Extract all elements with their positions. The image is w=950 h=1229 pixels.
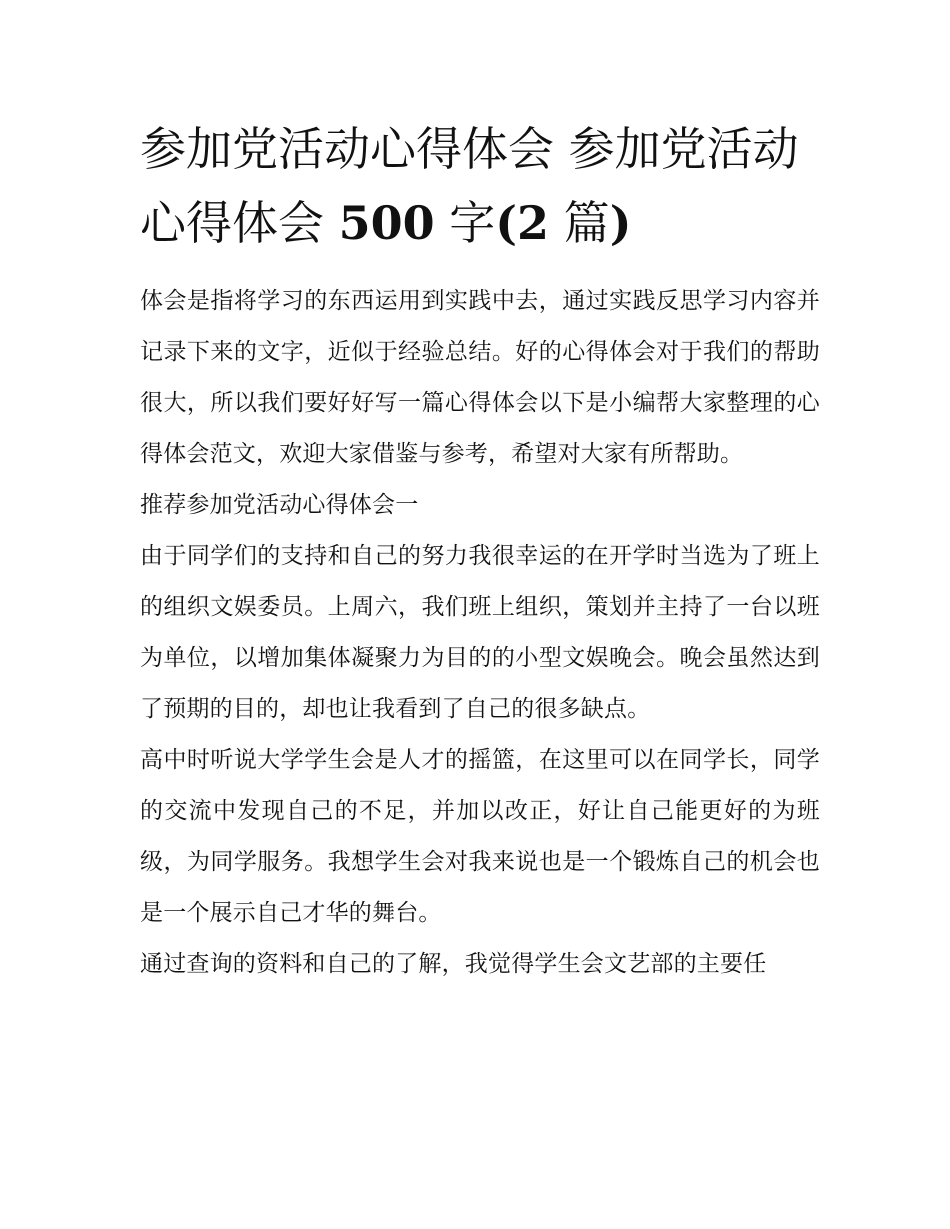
paragraph-2: 高中时听说大学学生会是人才的摇篮，在这里可以在同学长，同学的交流中发现自己的不足，并加以改正，好让自己能更好的为班级，为同学服务。我想学生会对我来说也是一个锻炼自己的机会也是一个展示自己才华的舞台。 — [140, 747, 820, 926]
document-title — [140, 112, 820, 260]
section-heading: 推荐参加党活动心得体会一 — [140, 492, 419, 518]
title-number-1: 500 — [338, 196, 435, 250]
title-text-2: 字 — [434, 196, 496, 250]
title-number-2: (2 — [495, 196, 550, 250]
title-number-3: ) — [609, 196, 632, 250]
document-body — [140, 276, 820, 990]
title-text-3: 篇 — [549, 196, 610, 250]
title-text-1: 参加党活动心得体会 参加党活动心得体会 — [140, 122, 799, 250]
paragraph-intro: 体会是指将学习的东西运用到实践中去，通过实践反思学习内容并记录下来的文字，近似于经验总结。好的心得体会对于我们的帮助很大，所以我们要好好写一篇心得体会以下是小编帮大家整理的心得体会范文，欢迎大家借鉴与参考，希望对大家有所帮助。 — [140, 288, 820, 467]
paragraph-3: 通过查询的资料和自己的了解，我觉得学生会文艺部的主要任 — [140, 951, 767, 977]
paragraph-1: 由于同学们的支持和自己的努力我很幸运的在开学时当选为了班上的组织文娱委员。上周六，我们班上组织，策划并主持了一台以班为单位，以增加集体凝聚力为目的的小型文娱晚会。晚会虽然达到了预期的目的，却也让我看到了自己的很多缺点。 — [140, 543, 820, 722]
